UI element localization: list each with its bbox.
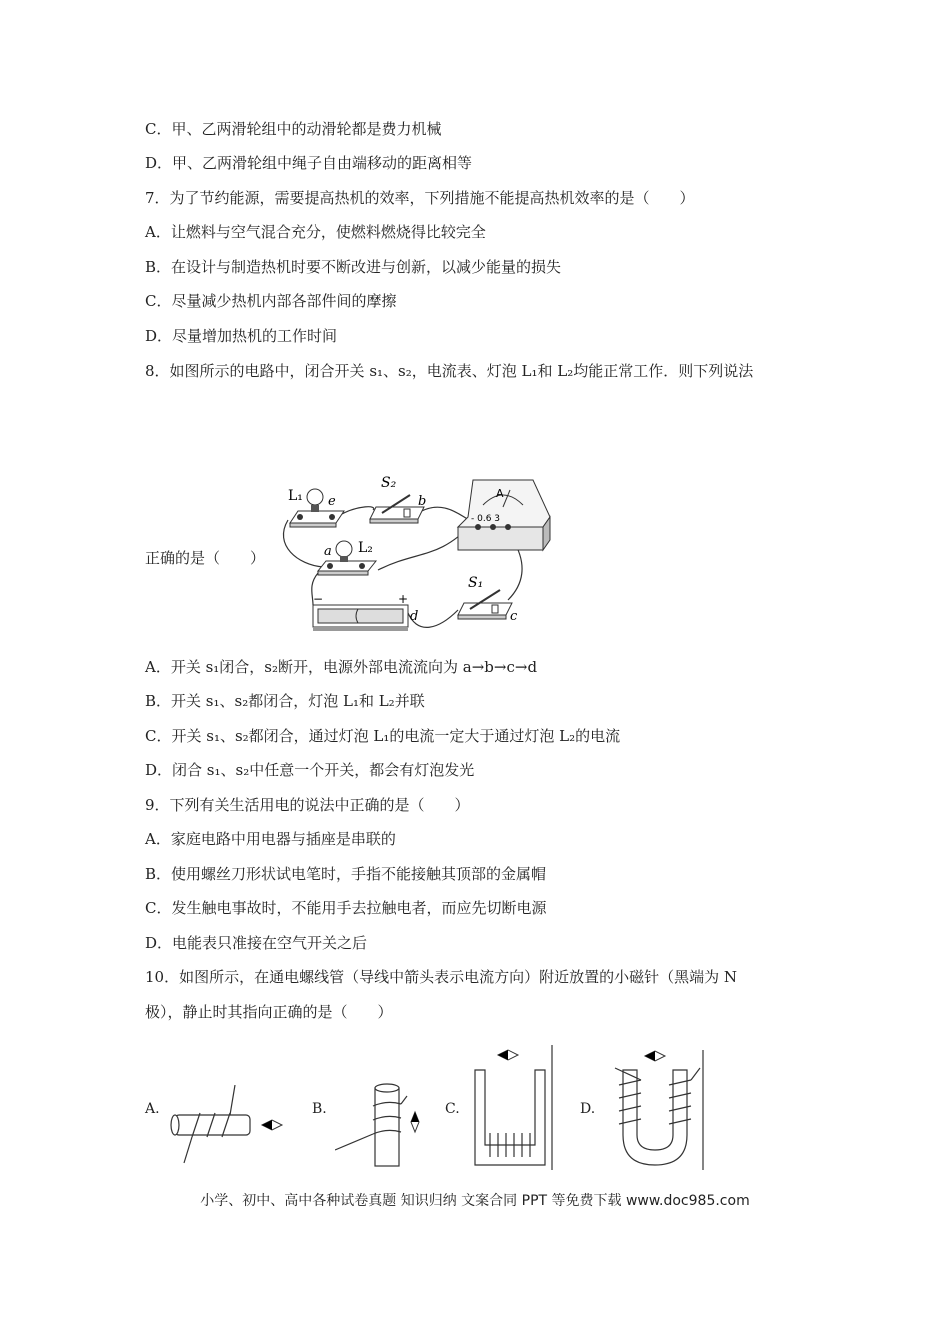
label-c: c (510, 609, 518, 624)
option-a-q8: A．开关 s₁闭合，s₂断开，电源外部电流流向为 a→b→c→d (145, 658, 538, 676)
label-b: b (418, 494, 427, 509)
option-b-q8: B．开关 s₁、s₂都闭合，灯泡 L₁和 L₂并联 (145, 692, 425, 710)
option-c-q6: C．甲、乙两滑轮组中的动滑轮都是费力机械 (145, 120, 442, 138)
switch-s1 (458, 590, 512, 619)
q10-option-d-label: D. (580, 1101, 596, 1117)
label-e: e (328, 494, 336, 509)
q10-figure-d (605, 1050, 705, 1170)
page-footer: 小学、初中、高中各种试卷真题 知识归纳 文案合同 PPT 等免费下载 www.doc985.com (200, 1193, 750, 1209)
option-d-q7: D．尽量增加热机的工作时间 (145, 327, 338, 345)
question-9: 9．下列有关生活用电的说法中正确的是（ ） (145, 796, 470, 814)
ammeter-letter: A (496, 487, 504, 500)
question-7: 7．为了节约能源，需要提高热机的效率，下列措施不能提高热机效率的是（ ） (145, 189, 695, 207)
label-a: a (324, 544, 332, 559)
option-c-q8: C．开关 s₁、s₂都闭合，通过灯泡 L₁的电流一定大于通过灯泡 L₂的电流 (145, 727, 621, 745)
question-8-cont: 正确的是（ ） (145, 549, 266, 567)
label-d: d (410, 609, 419, 624)
option-a-q7: A．让燃料与空气混合充分，使燃料燃烧得比较完全 (145, 223, 486, 241)
q10-option-a-label: A. (145, 1101, 160, 1117)
option-a-q9: A．家庭电路中用电器与插座是串联的 (145, 830, 396, 848)
option-d-q9: D．电能表只准接在空气开关之后 (145, 934, 368, 952)
switch-s2 (370, 494, 427, 523)
label-l1: L₁ (288, 488, 303, 504)
option-c-q9: C．发生触电事故时，不能用手去拉触电者，而应先切断电源 (145, 899, 547, 917)
question-10-cont: 极），静止时其指向正确的是（ ） (145, 1003, 393, 1021)
ammeter-scale: - 0.6 3 (471, 514, 501, 524)
label-plus: + (398, 592, 409, 606)
question-10: 10．如图所示，在通电螺线管（导线中箭头表示电流方向）附近放置的小磁针（黑端为 N (145, 968, 737, 986)
option-c-q7: C．尽量减少热机内部各部件间的摩擦 (145, 292, 397, 310)
question-8: 8．如图所示的电路中，闭合开关 s₁、s₂，电流表、灯泡 L₁和 L₂均能正常工作．则下列说法 (145, 362, 754, 380)
label-minus: − (313, 592, 324, 606)
option-d-q8: D．闭合 s₁、s₂中任意一个开关，都会有灯泡发光 (145, 761, 475, 779)
q10-option-b-label: B. (312, 1101, 327, 1117)
label-l2: L₂ (358, 540, 373, 556)
option-b-q7: B．在设计与制造热机时要不断改进与创新，以减少能量的损失 (145, 258, 562, 276)
battery (313, 605, 408, 631)
q10-figure-a (170, 1085, 285, 1165)
q10-figure-b (335, 1078, 435, 1168)
label-s2: S₂ (381, 475, 397, 491)
label-s1: S₁ (468, 575, 484, 591)
q10-figure-c (470, 1045, 555, 1170)
option-d-q6: D．甲、乙两滑轮组中绳子自由端移动的距离相等 (145, 154, 473, 172)
circuit-diagram (278, 465, 563, 637)
option-b-q9: B．使用螺丝刀形状试电笔时，手指不能接触其顶部的金属帽 (145, 865, 547, 883)
q10-option-c-label: C. (445, 1101, 460, 1117)
